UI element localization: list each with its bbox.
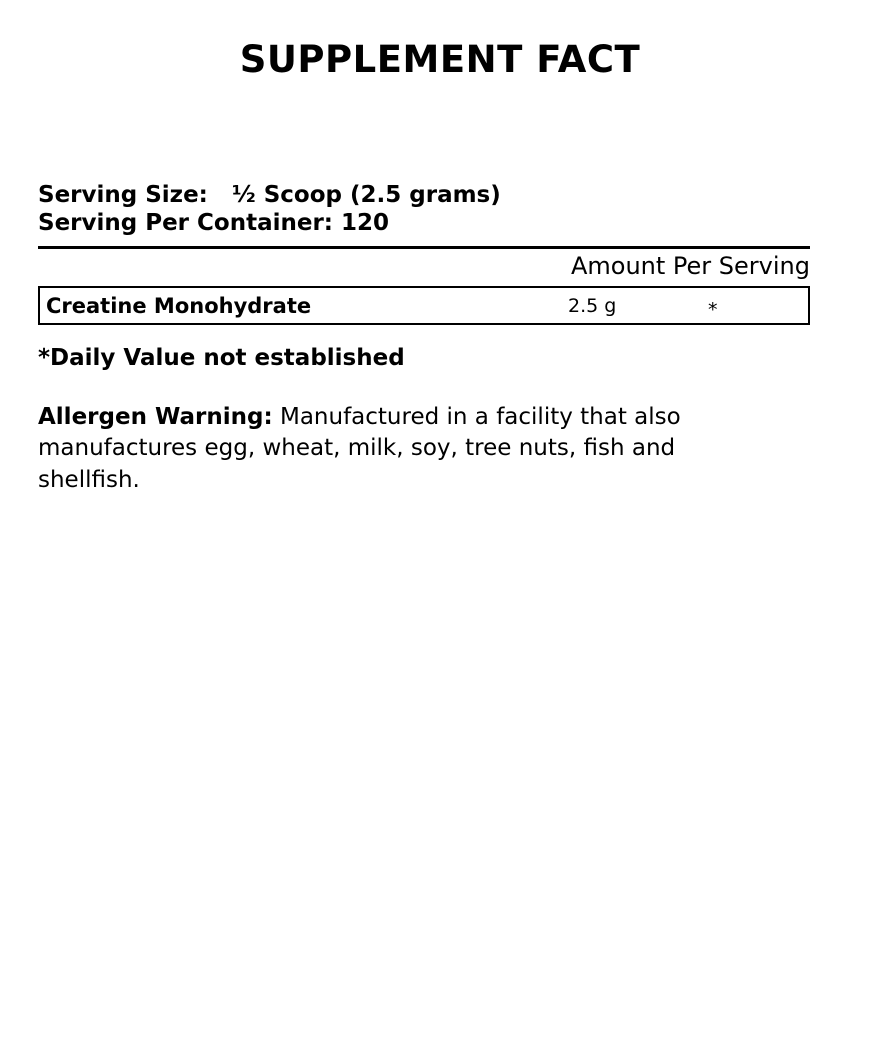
table-row (38, 286, 810, 325)
serving-size-label: Serving Size: (38, 182, 208, 208)
serving-size-row (38, 181, 810, 209)
servings-per-container: Serving Per Container: 120 (38, 210, 390, 237)
allergen-warning-label: Allergen Warning: (38, 404, 273, 431)
supplement-facts-panel (0, 38, 880, 1038)
label-body (38, 181, 810, 496)
nutrient-amount: 2.5 g (568, 294, 617, 317)
amount-per-serving-header: Amount Per Serving (570, 252, 810, 281)
serving-size-value: ½ Scoop (2.5 grams) (231, 182, 501, 208)
nutrient-name: Creatine Monohydrate (46, 293, 312, 318)
daily-value-note: *Daily Value not established (38, 345, 405, 372)
allergen-warning-text: Manufactured in a facility that also manufactures egg, wheat, milk, soy, tree nuts, fish and shellfish. (38, 404, 681, 493)
nutrient-daily-value: * (708, 299, 718, 322)
page-title: SUPPLEMENT FACT (239, 38, 641, 81)
allergen-warning (38, 402, 778, 496)
